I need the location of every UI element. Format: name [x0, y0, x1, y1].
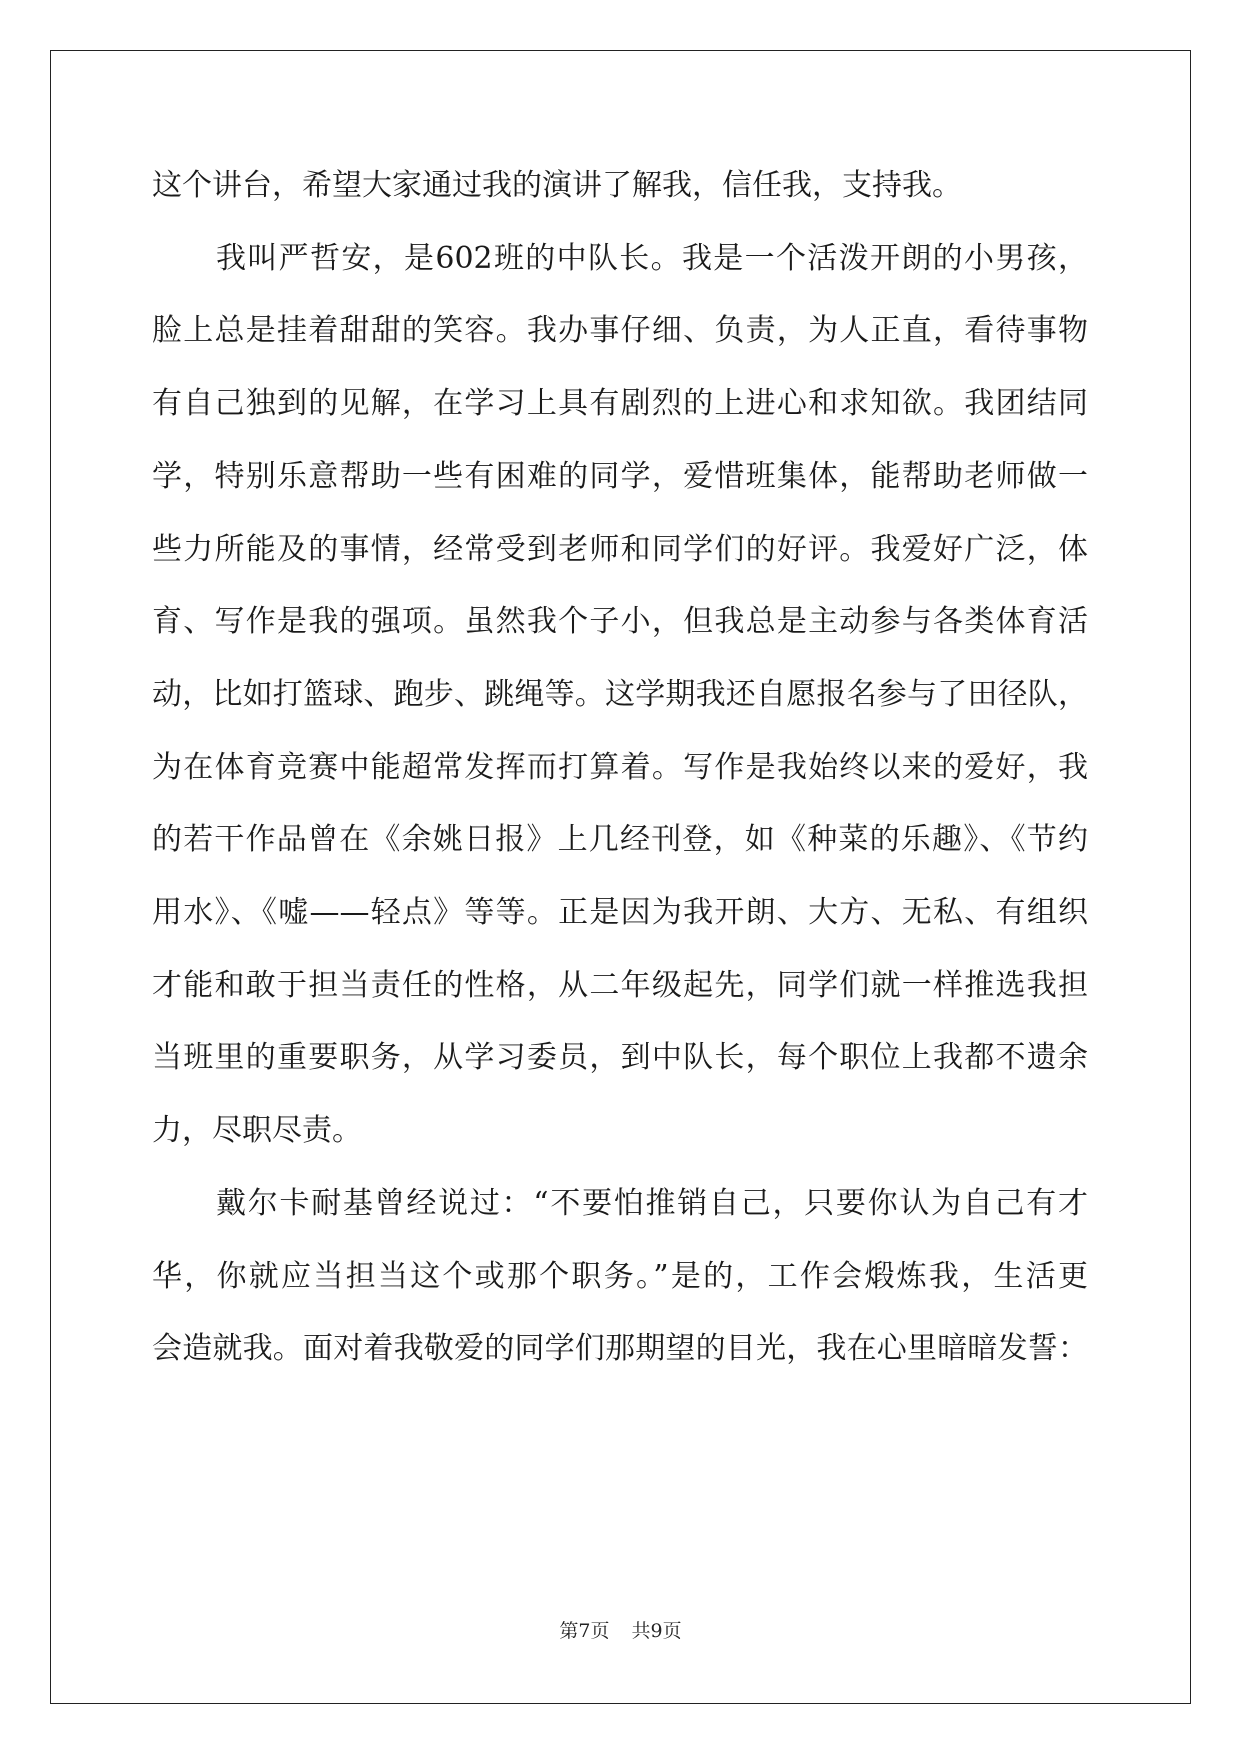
- text-line-11: 用水》、《嘘——轻点》等等。正是因为我开朗、大方、无私、有组织: [152, 895, 1088, 930]
- text-line-17: 会造就我。面对着我敬爱的同学们那期望的目光，我在心里暗暗发誓：: [152, 1331, 1088, 1367]
- text-line-4: 有自己独到的见解，在学习上具有剧烈的上进心和求知欲。我团结同: [152, 386, 1088, 422]
- page-footer: [0, 1616, 1241, 1643]
- page-total: 共9页: [631, 1620, 682, 1642]
- page-border: [50, 50, 1191, 1704]
- text-line-13: 当班里的重要职务，从学习委员，到中队长，每个职位上我都不遗余: [152, 1040, 1088, 1076]
- text-line-1: 这个讲台，希望大家通过我的演讲了解我，信任我，支持我。: [152, 168, 962, 203]
- text-line-7: 育、写作是我的强项。虽然我个子小，但我总是主动参与各类体育活: [152, 604, 1088, 640]
- text-line-8: 动，比如打篮球、跑步、跳绳等。这学期我还自愿报名参与了田径队，: [152, 676, 1088, 712]
- text-line-6: 些力所能及的事情，经常受到老师和同学们的好评。我爱好广泛，体: [152, 531, 1088, 567]
- page-number: 第7页: [559, 1620, 610, 1642]
- text-line-12: 才能和敢于担当责任的性格，从二年级起先，同学们就一样推选我担: [152, 967, 1088, 1003]
- text-line-3: 脸上总是挂着甜甜的笑容。我办事仔细、负责，为人正直，看待事物: [152, 313, 1088, 349]
- text-line-10: 的若干作品曾在《余姚日报》上几经刊登，如《种菜的乐趣》、《节约: [152, 822, 1088, 858]
- text-line-5: 学，特别乐意帮助一些有困难的同学，爱惜班集体，能帮助老师做一: [152, 458, 1088, 494]
- text-line-16: 华，你就应当担当这个或那个职务。”是的，工作会煅炼我，生活更: [152, 1258, 1088, 1294]
- text-line-14: 力，尽职尽责。: [152, 1113, 362, 1149]
- text-line-15: 戴尔卡耐基曾经说过：“不要怕推销自己，只要你认为自己有才: [216, 1185, 1088, 1221]
- text-line-9: 为在体育竞赛中能超常发挥而打算着。写作是我始终以来的爱好，我: [152, 749, 1088, 785]
- text-line-2: 我叫严哲安，是602班的中队长。我是一个活泼开朗的小男孩，: [216, 240, 1088, 276]
